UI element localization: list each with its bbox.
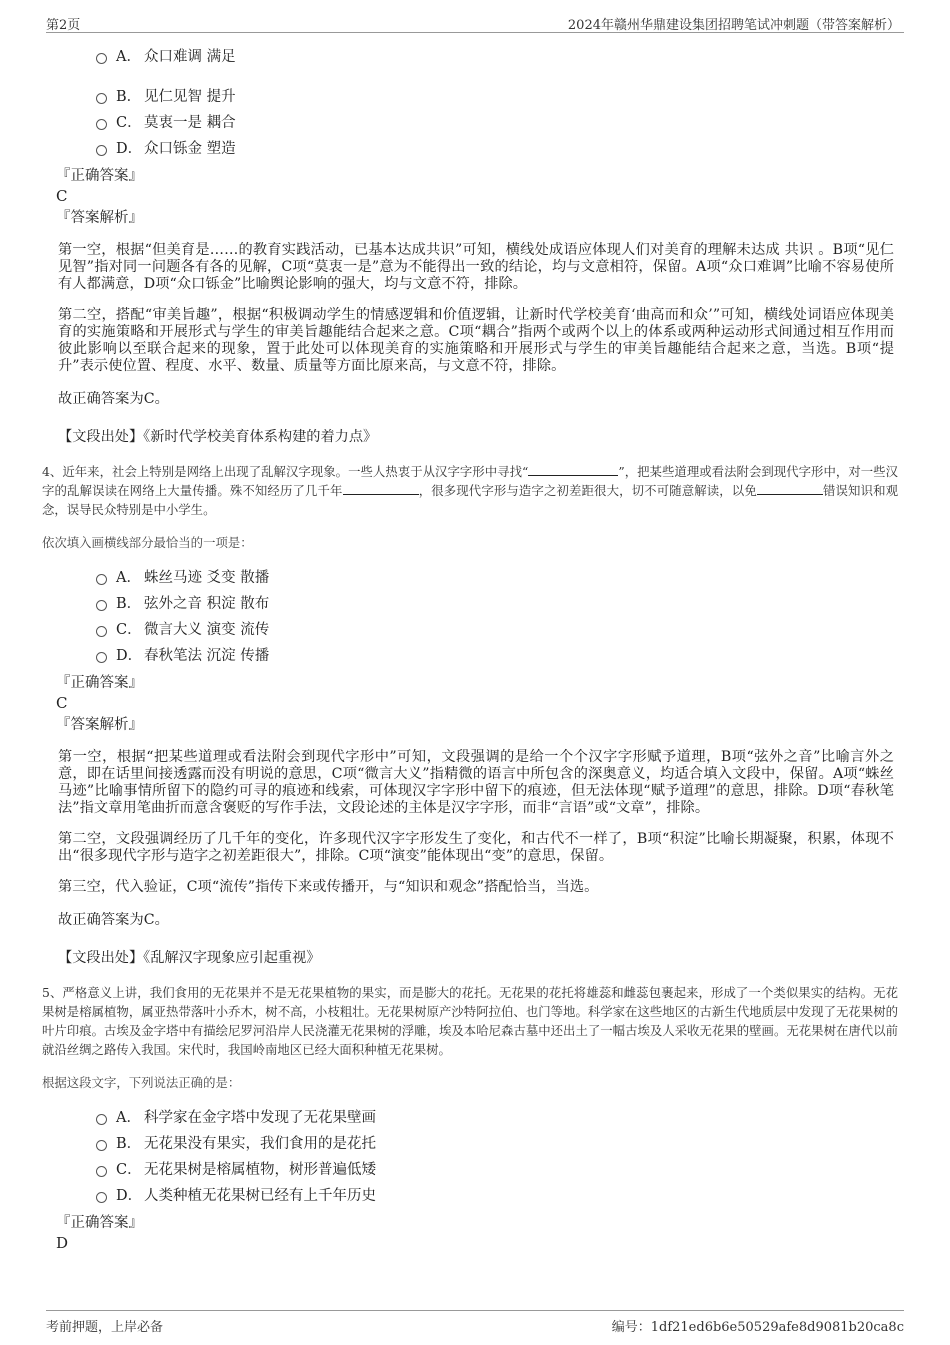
radio-icon[interactable] <box>96 53 107 64</box>
document-title: 2024年赣州华鼎建设集团招聘笔试冲刺题（带答案解析） <box>567 18 900 33</box>
fill-blank <box>343 482 419 495</box>
question-prompt: 依次填入画横线部分最恰当的一项是： <box>42 535 253 550</box>
fill-blank <box>528 463 618 476</box>
option-b[interactable]: B． 见仁见智 提升 <box>56 84 898 110</box>
question-stem: 4、近年来，社会上特别是网络上出现了乱解汉字现象。一些人热衷于从汉字字形中寻找“ ”，把某些道理或看法附会到现代字形中，对一些汉字的乱解误读在网络上大量传播。殊不知经历了几千年 ，很多现代字形与造字之初差距很大，切不可随意解读，以免 错误知识和观念，误导民众特别是中小学生。 <box>42 464 899 517</box>
analysis-label: 『答案解析』 <box>56 210 143 226</box>
analysis-paragraph: 第二空，文段强调经历了几千年的变化，许多现代汉字字形发生了变化，和古代不一样了，B项“积淀”比喻长期凝聚，积累，体现不出“很多现代字形与造字之初差距很大”，排除。C项“演变”能体现出“变”的意思，保留。 <box>58 831 894 864</box>
radio-icon[interactable] <box>96 1166 107 1177</box>
analysis-paragraph: 第一空，根据“但美育是……的教育实践活动，已基本达成共识”可知，横线处成语应体现人们对美育的理解未达成 共识 。B项“见仁见智”指对同一问题各有各的见解，C项“莫衷一是”意为不能得出一致的结论，均与文意相符，保留。A项“众口难调”比喻不容易使所有人都满意，D项“众口铄金”比喻舆论影响的强大，均与文意不符，排除。 <box>58 242 894 292</box>
page-header <box>46 12 904 33</box>
radio-icon[interactable] <box>96 119 107 130</box>
option-c[interactable]: C． 无花果树是榕属植物，树形普遍低矮 <box>56 1157 898 1183</box>
answer-value: C <box>56 694 68 712</box>
answer-label: 『正确答案』 <box>56 675 143 691</box>
option-c[interactable]: C． 微言大义 演变 流传 <box>56 617 898 643</box>
radio-icon[interactable] <box>96 1140 107 1151</box>
radio-icon[interactable] <box>96 652 107 663</box>
answer-label: 『正确答案』 <box>56 1215 143 1231</box>
radio-icon[interactable] <box>96 1114 107 1125</box>
source-citation: 【文段出处】《乱解汉字现象应引起重视》 <box>58 950 321 966</box>
analysis-conclusion: 故正确答案为C。 <box>58 912 169 928</box>
question-prompt: 根据这段文字，下列说法正确的是： <box>42 1075 241 1090</box>
analysis-paragraph: 第二空，搭配“审美旨趣”，根据“积极调动学生的情感逻辑和价值逻辑，让新时代学校美育‘曲高而和众’”可知，横线处词语应体现美育的实施策略和开展形式与学生的审美旨趣能结合起来之意。C项“耦合”指两个或两个以上的体系或两种运动形式间通过相互作用而彼此影响以至联合起来的现象，置于此处可以体现美育的实施策略和开展形式与学生的审美旨趣能结合起来之意，当选。B项“提升”表示使位置、程度、水平、数量、质量等方面比原来高，与文意不符，排除。 <box>58 307 894 374</box>
answer-value: C <box>56 187 68 205</box>
radio-icon[interactable] <box>96 1192 107 1203</box>
radio-icon[interactable] <box>96 93 107 104</box>
radio-icon[interactable] <box>96 600 107 611</box>
option-d[interactable]: D． 众口铄金 塑造 <box>56 136 898 162</box>
analysis-paragraph: 第一空，根据“把某些道理或看法附会到现代字形中”可知，文段强调的是给一个个汉字字形赋予道理，B项“弦外之音”比喻言外之意，即在话里间接透露而没有明说的意思，C项“微言大义”指精微的语言中所包含的深奥意义，均适合填入文段中，保留。A项“蛛丝马迹”比喻事情所留下的隐约可寻的痕迹和线索，可体现汉字字形中留下的痕迹，但无法体现“赋予道理”的意思，排除。D项“春秋笔法”指文章用笔曲折而意含褒贬的写作手法，文段论述的主体是汉字字形，而非“言语”或“文章”，排除。 <box>58 749 894 816</box>
document-id: 编号：1df21ed6b6e50529afe8d9081b20ca8c <box>611 1320 904 1335</box>
q4-options <box>56 565 898 669</box>
answer-value: D <box>56 1234 69 1252</box>
radio-icon[interactable] <box>96 626 107 637</box>
option-a[interactable]: A． 蛛丝马迹 爻变 散播 <box>56 565 898 591</box>
page-content <box>42 44 899 1253</box>
q5-options <box>56 1105 898 1209</box>
option-a[interactable]: A． 众口难调 满足 <box>56 44 898 70</box>
page-footer <box>46 1310 904 1335</box>
analysis-label: 『答案解析』 <box>56 717 143 733</box>
option-b[interactable]: B． 弦外之音 积淀 散布 <box>56 591 898 617</box>
analysis-paragraph: 第三空，代入验证，C项“流传”指传下来或传播开，与“知识和观念”搭配恰当，当选。 <box>58 879 599 895</box>
source-citation: 【文段出处】《新时代学校美育体系构建的着力点》 <box>58 429 378 445</box>
question-stem: 5、严格意义上讲，我们食用的无花果并不是无花果植物的果实，而是膨大的花托。无花果的花托将雄蕊和雌蕊包裹起来，形成了一个类似果实的结构。无花果树是榕属植物，属亚热带落叶小乔木，树不高，小枝粗壮。无花果树原产沙特阿拉伯、也门等地。科学家在这些地区的古新生代地质层中发现了无花果树的叶片印痕。古埃及金字塔中有描绘尼罗河沿岸人民浇灌无花果树的浮雕，埃及本哈尼森古墓中还出土了一幅古埃及人采收无花果的壁画。无花果树在唐代以前就沿丝绸之路传入我国。宋代时，我国岭南地区已经大面积种植无花果树。 <box>42 985 898 1057</box>
option-c[interactable]: C． 莫衷一是 耦合 <box>56 110 898 136</box>
fill-blank <box>757 482 823 495</box>
page-number: 第2页 <box>46 18 81 33</box>
option-a[interactable]: A． 科学家在金字塔中发现了无花果壁画 <box>56 1105 898 1131</box>
radio-icon[interactable] <box>96 145 107 156</box>
analysis-conclusion: 故正确答案为C。 <box>58 391 169 407</box>
option-d[interactable]: D． 春秋笔法 沉淀 传播 <box>56 643 898 669</box>
radio-icon[interactable] <box>96 574 107 585</box>
q3-options <box>56 44 898 162</box>
footer-slogan: 考前押题，上岸必备 <box>46 1320 164 1335</box>
answer-label: 『正确答案』 <box>56 168 143 184</box>
option-d[interactable]: D． 人类种植无花果树已经有上千年历史 <box>56 1183 898 1209</box>
option-b[interactable]: B． 无花果没有果实，我们食用的是花托 <box>56 1131 898 1157</box>
